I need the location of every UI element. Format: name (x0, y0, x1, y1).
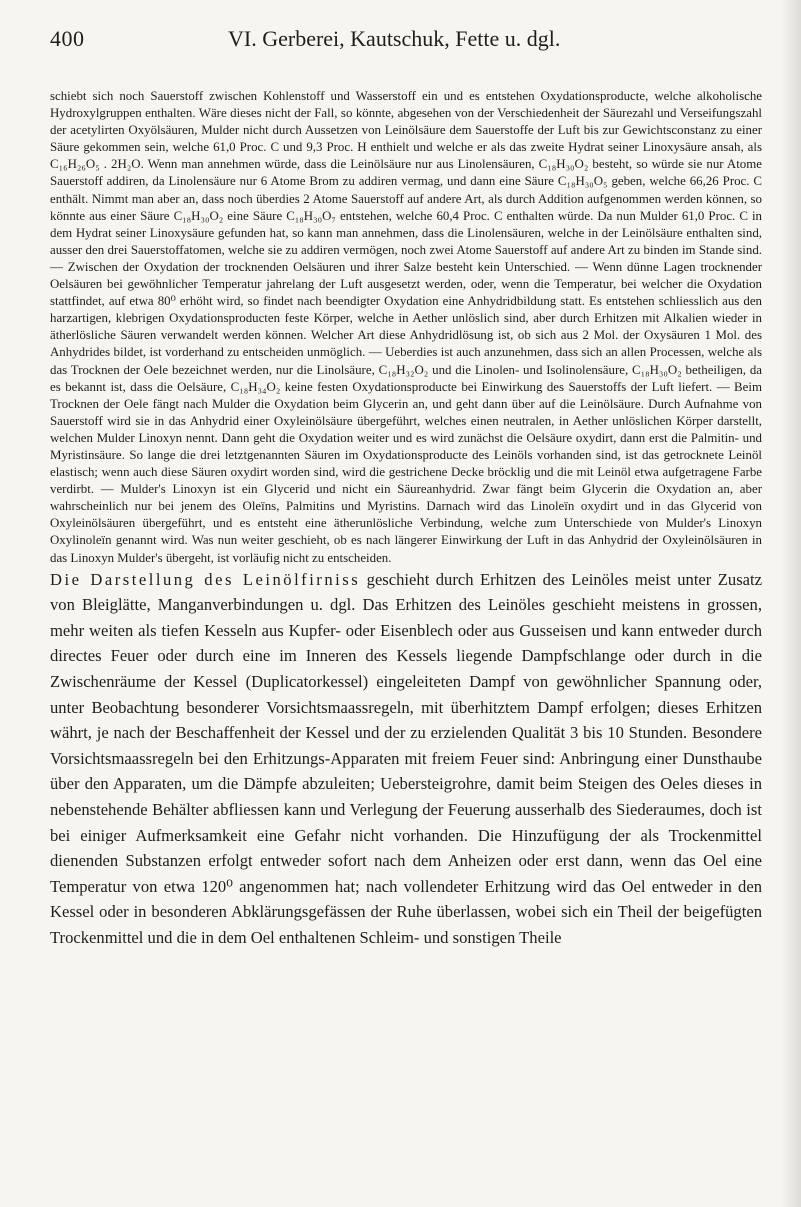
paragraph-firniss (50, 567, 762, 951)
page-header (50, 26, 762, 62)
small-print-section (50, 88, 762, 567)
paragraph-oxidation: schiebt sich noch Sauerstoff zwischen Kohlenstoff und Wasserstoff ein und es entstehen Oxydationsproducte, welche alkoholische Hydroxylgruppen enthalten. Wäre dieses nicht der Fall, so könnte, abgesehen von der Verschiedenheit der Säurezahl und Verseifungszahl der acetylirten Oxyölsäuren, Mulder nicht durch Aussetzen von Leinölsäure dem Sauerstoffe der Luft bis zur Gewichtsconstanz zu einer Säure gekommen sein, welche 61,0 Proc. C und 9,3 Proc. H enthielt und welche er als das zweite Hydrat seiner Linoxysäure ansah, als C₁₆H₂₆O₅ . 2H₂O. Wenn man annehmen würde, dass die Leinölsäure nur aus Linolensäuren, C₁₈H₃₀O₂ besteht, so würde sie nur Atome Sauerstoff addiren, da Linolensäure nur 6 Atome Brom zu addiren vermag, und dann eine Säure C₁₈H₃₀O₅ geben, welche 66,26 Proc. C enthält. Nimmt man aber an, dass noch überdies 2 Atome Sauerstoff auf andere Art, als durch Addition aufgenommen werden können, so könnte aus einer Säure C₁₈H₃₀O₂ eine Säure C₁₈H₃₀O₇ entstehen, welche 60,4 Proc. C enthalten würde. Da nun Mulder 61,0 Proc. C in dem Hydrat seiner Linoxysäure gefunden hat, so kann man annehmen, dass die Linolensäuren, welche in der Leinölsäure enthalten sind, ausser den drei Sauerstoffatomen, welche sie zu addiren vermögen, noch zwei Atome Sauerstoff auf andere Art zu binden im Stande sind. — Zwischen der Oxydation der trocknenden Oelsäuren und ihrer Salze besteht kein Unterschied. — Wenn dünne Lagen trocknender Oelsäuren bei gewöhnlicher Temperatur jahrelang der Luft ausgesetzt werden, oder, wenn die Temperatur, bei welcher die Oxydation stattfindet, auf etwa 80⁰ erhöht wird, so findet nach beendigter Oxydation eine Anhydridbildung statt. Es entstehen schliesslich aus den harzartigen, klebrigen Oxydationsproducten feste Körper, welche in Aether unlöslich sind, aber durch Erhitzen mit Alkalien wieder in ätherlösliche Säuren verwandelt werden können. Welcher Art diese Anhydridlösung ist, ob sich aus 2 Mol. der Oxysäuren 1 Mol. des Anhydrides bildet, ist vorderhand zu entscheiden unmöglich. — Ueberdies ist auch anzunehmen, dass sich an allen Processen, welche als das Trocknen der Oele bezeichnet werden, nur die Linolsäure, C₁₈H₃₂O₂ und die Linolen- und Isolinolensäure, C₁₈H₃₀O₂ betheiligen, da es bekannt ist, dass die Oelsäure, C₁₈H₃₄O₂ keine festen Oxydationsproducte bei Einwirkung des Sauerstoffs der Luft liefert. — Beim Trocknen der Oele fängt nach Mulder die Oxydation beim Glycerin an, und geht dann über auf die Leinölsäure. Durch Aufnahme von Sauerstoff wird sie in das Anhydrid einer Oxyleinölsäure übergeführt, welches einen neutralen, in Aether unlöslichen Körper darstellt, welchen Mulder Linoxyn nennt. Dann geht die Oxydation weiter und es wird zunächst die Oelsäure oxydirt, dann erst die Palmitin- und Myristinsäure. So lange die drei letztgenannten Säuren im Oxydationsproducte des Leinöls vorhanden sind, ist das getrocknete Leinöl elastisch; wenn auch diese Säuren oxydirt worden sind, wird die gestrichene Decke bröcklig und die mit Leinöl etwa aufgetragene Farbe verdirbt. — Mulder's Linoxyn ist ein Glycerid und nicht ein Säureanhydrid. Zwar fängt beim Glycerin die Oxydation an, aber wahrscheinlich nur bei jenem des Oleïns, Palmitins und Myristins. Darnach wird das Linoleïn oxydirt und in das Glycerid von Oxyleinölsäuren übergeführt, und es entsteht eine ätherunlösliche Verbindung, welche zum Unterschiede von Mulder's Linoxyn Oxylinoleïn genannt wird. Was nun weiter geschieht, ob es nach längerer Einwirkung der Luft in das Anhydrid der Oxyleinölsäuren in das Linoxyn Mulder's übergeht, ist vorläufig nicht zu entscheiden. (50, 89, 762, 565)
page-edge-shadow (781, 0, 801, 1207)
running-head: VI. Gerberei, Kautschuk, Fette u. dgl. (228, 26, 561, 51)
section-lead: Die Darstellung des Leinölfirniss (50, 569, 361, 589)
page-number: 400 (50, 26, 85, 51)
paragraph-firniss-text: geschieht durch Erhitzen des Leinöles meist unter Zusatz von Bleiglätte, Manganverbindungen u. dgl. Das Erhitzen des Leinöles geschieht meistens in grossen, mehr weiten als tiefen Kesseln aus Kupfer- oder Eisenblech oder aus Gusseisen und kann entweder durch directes Feuer oder durch eine im Inneren des Kessels liegende Dampfschlange oder durch in die Zwischenräume der Kessel (Duplicatorkessel) eingeleiteten Dampf von gewöhnlicher Spannung oder, unter Beobachtung besonderer Vorsichtsmaassregeln, mit überhitztem Dampf erfolgen; dieses Erhitzen währt, je nach der Beschaffenheit der Kessel und der zu erzielenden Qualität 3 bis 10 Stunden. Besondere Vorsichtsmaassregeln bei den Erhitzungs-Apparaten mit freiem Feuer sind: Anbringung einer Dunsthaube über den Apparaten, um die Dämpfe abzuleiten; Uebersteigrohre, damit beim Steigen des Oeles dieses in nebenstehende Behälter abfliessen kann und Verlegung der Feuerung ausserhalb des Siederaumes, doch ist bei einiger Aufmerksamkeit eine Gefahr nicht vorhanden. Die Hinzufügung der als Trockenmittel dienenden Substanzen erfolgt entweder sofort nach dem Anheizen oder erst dann, wenn das Oel eine Temperatur von etwa 120⁰ angenommen hat; nach vollendeter Erhitzung wird das Oel entweder in den Kessel oder in besonderen Abklärungsgefässen der Ruhe überlassen, wobei sich ein Theil der beigefügten Trockenmittel und die in dem Oel enthaltenen Schleim- und sonstigen Theile (50, 569, 763, 947)
page-body (50, 88, 762, 951)
large-print-section (50, 567, 762, 951)
